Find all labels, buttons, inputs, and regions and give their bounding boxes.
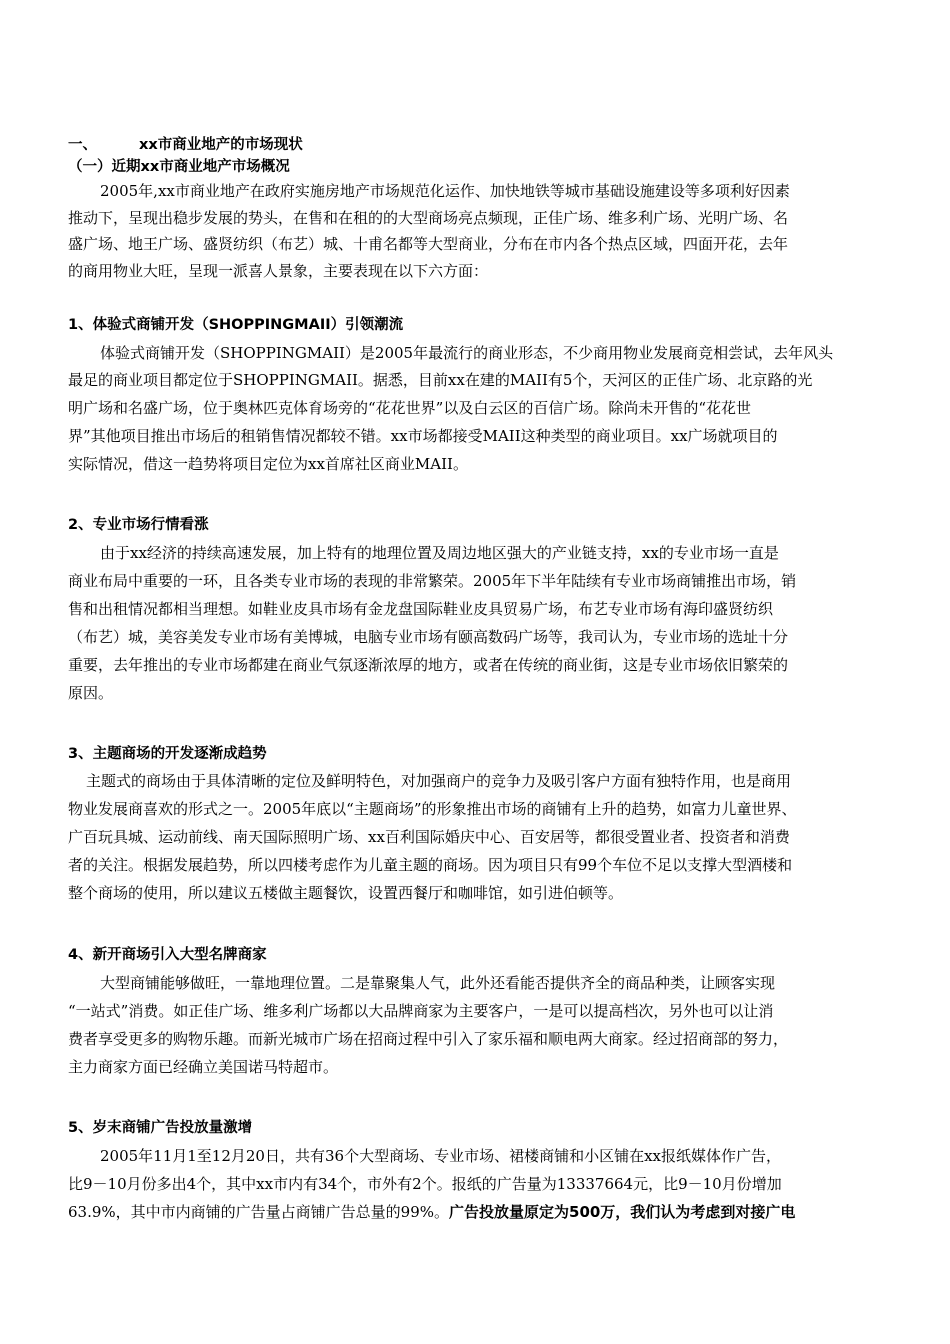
paragraph-line: 明广场和名盛广场，位于奥林匹克体育场旁的“花花世界”以及白云区的百信广场。除尚未开售的“花花世 xyxy=(68,399,752,417)
bold-text: 广告投放量原定为500万，我们认为考虑到对接广电 xyxy=(449,1203,796,1221)
paragraph-line: （布艺）城，美容美发专业市场有美博城，电脑专业市场有颐高数码广场等，我司认为，专业市场的选址十分 xyxy=(68,628,789,646)
section-title: xx市商业地产的市场现状 xyxy=(139,137,303,153)
paragraph-line: 物业发展商喜欢的形式之一。2005年底以“主题商场”的形象推出市场的商铺有上升的趋势，如富力儿童世界、 xyxy=(68,800,797,818)
paragraph-line: 原因。 xyxy=(68,684,114,702)
intro-line: 盛广场、地王广场、盛贤纺织（布艺）城、十甫名都等大型商业，分布在市内各个热点区域，四面开花，去年 xyxy=(68,235,789,253)
paragraph-line: 费者享受更多的购物乐趣。而新光城市广场在招商过程中引入了家乐福和顺电两大商家。经过招商部的努力， xyxy=(68,1030,789,1048)
intro-line: 2005年,xx市商业地产在政府实施房地产市场规范化运作、加快地铁等城市基础设施建设等多项利好因素 xyxy=(100,182,790,200)
paragraph-line: 商业布局中重要的一环，且各类专业市场的表现的非常繁荣。2005年下半年陆续有专业市场商铺推出市场，销 xyxy=(68,572,797,590)
paragraph-line: 主力商家方面已经确立美国诺马特超市。 xyxy=(68,1058,339,1076)
paragraph-line: 比9－10月份多出4个，其中xx市内有34个，市外有2个。报纸的广告量为13337664元，比9－10月份增加 xyxy=(68,1175,782,1193)
paragraph-line: 整个商场的使用，所以建议五楼做主题餐饮，设置西餐厅和咖啡馆，如引进伯顿等。 xyxy=(68,884,624,902)
paragraph-line: 实际情况，借这一趋势将项目定位为xx首席社区商业MAII。 xyxy=(68,455,468,473)
intro-line: 的商用物业大旺，呈现一派喜人景象，主要表现在以下六方面： xyxy=(68,262,489,280)
paragraph-line: 最足的商业项目都定位于SHOPPINGMAII。据悉，目前xx在建的MAII有5个，天河区的正佳广场、北京路的光 xyxy=(68,371,813,389)
paragraph-line: 界”其他项目推出市场后的租销售情况都较不错。xx市场都接受MAII这种类型的商业项目。xx广场就项目的 xyxy=(68,427,778,445)
paragraph-line: 大型商铺能够做旺，一靠地理位置。二是靠聚集人气，此外还看能否提供齐全的商品种类，让顾客实现 xyxy=(100,974,776,992)
point-heading: 3、主题商场的开发逐渐成趋势 xyxy=(68,746,267,762)
paragraph-line: 广百玩具城、运动前线、南天国际照明广场、xx百利国际婚庆中心、百安居等，都很受置业者、投资者和消费 xyxy=(68,828,790,846)
paragraph-line: 重要，去年推出的专业市场都建在商业气氛逐渐浓厚的地方，或者在传统的商业街，这是专业市场依旧繁荣的 xyxy=(68,656,789,674)
paragraph-line: 2005年11月1至12月20日，共有36个大型商场、专业市场、裙楼商铺和小区铺在xx报纸媒体作广告， xyxy=(100,1147,781,1165)
paragraph-text: 63.9%，其中市内商铺的广告量占商铺广告总量的99%。 xyxy=(68,1203,449,1221)
section-heading xyxy=(68,135,303,155)
paragraph-line: 主题式的商场由于具体清晰的定位及鲜明特色，对加强商户的竞争力及吸引客户方面有独特作用，也是商用 xyxy=(86,772,792,790)
paragraph-line-mixed xyxy=(68,1202,795,1222)
point-heading: 1、体验式商铺开发（SHOPPINGMAII）引领潮流 xyxy=(68,317,404,333)
intro-line: 推动下，呈现出稳步发展的势头，在售和在租的的大型商场亮点频现，正佳广场、维多利广场、光明广场、名 xyxy=(68,209,789,227)
paragraph-line: 由于xx经济的持续高速发展，加上特有的地理位置及周边地区强大的产业链支持，xx的专业市场一直是 xyxy=(100,544,779,562)
paragraph-line: “一站式”消费。如正佳广场、维多利广场都以大品牌商家为主要客户，一是可以提高档次，另外也可以让消 xyxy=(68,1002,774,1020)
point-heading: 5、岁末商铺广告投放量激增 xyxy=(68,1120,253,1136)
subsection-heading: （一）近期xx市商业地产市场概况 xyxy=(68,159,290,175)
paragraph-line: 者的关注。根据发展趋势，所以四楼考虑作为儿童主题的商场。因为项目只有99个车位不足以支撑大型酒楼和 xyxy=(68,856,793,874)
paragraph-line: 体验式商铺开发（SHOPPINGMAII）是2005年最流行的商业形态，不少商用物业发展商竞相尝试，去年风头 xyxy=(100,344,834,362)
point-heading: 4、新开商场引入大型名牌商家 xyxy=(68,947,267,963)
point-heading: 2、专业市场行情看涨 xyxy=(68,517,209,533)
section-number: 一、 xyxy=(68,137,97,153)
paragraph-line: 售和出租情况都相当理想。如鞋业皮具市场有金龙盘国际鞋业皮具贸易广场，布艺专业市场有海印盛贤纺织 xyxy=(68,600,774,618)
